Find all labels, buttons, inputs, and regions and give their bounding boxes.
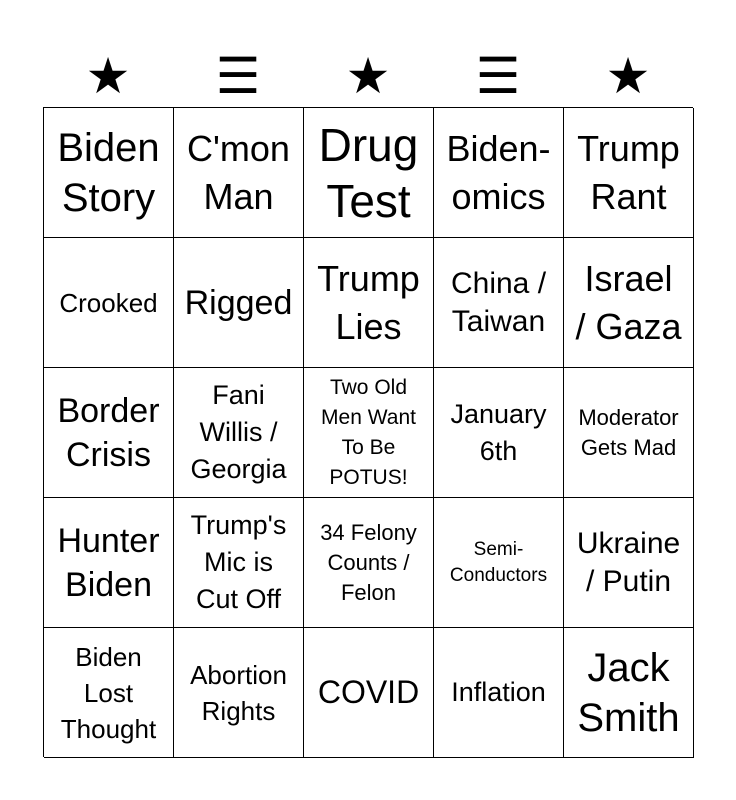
bingo-cell[interactable] <box>304 498 434 628</box>
bingo-cell[interactable] <box>434 498 564 628</box>
cell-label: Trump Lies <box>317 257 420 347</box>
bingo-cell[interactable] <box>304 238 434 368</box>
bingo-cell[interactable] <box>434 368 564 498</box>
cell-label: C'mon Man <box>187 127 290 217</box>
bingo-cell[interactable] <box>174 368 304 498</box>
bingo-cell[interactable] <box>174 108 304 238</box>
cell-label: Drug Test <box>318 118 419 227</box>
cell-label: Biden- omics <box>446 127 551 217</box>
cell-label: Trump's Mic is Cut Off <box>190 510 287 614</box>
cell-label: January 6th <box>450 398 547 466</box>
bingo-cell[interactable] <box>564 368 694 498</box>
bingo-cell[interactable] <box>304 108 434 238</box>
bingo-cell[interactable] <box>304 368 434 498</box>
cell-label: China / Taiwan <box>450 266 547 338</box>
bingo-cell[interactable] <box>564 108 694 238</box>
star-icon: ★ <box>345 48 391 104</box>
bingo-cell[interactable] <box>434 108 564 238</box>
bingo-cell[interactable] <box>44 108 174 238</box>
bingo-cell[interactable] <box>434 628 564 758</box>
cell-label: Ukraine / Putin <box>576 526 681 598</box>
cell-label: Biden Lost Thought <box>60 641 157 744</box>
cell-label: Israel / Gaza <box>575 257 682 347</box>
cell-label: Rigged <box>184 283 293 322</box>
star-icon: ★ <box>85 48 131 104</box>
menu-lines-icon: ☰ <box>215 48 261 104</box>
bingo-cell[interactable] <box>174 238 304 368</box>
bingo-cell[interactable] <box>564 498 694 628</box>
cell-label: Jack Smith <box>577 645 680 740</box>
cell-label: Moderator Gets Mad <box>578 404 679 460</box>
bingo-cell[interactable] <box>304 628 434 758</box>
bingo-cell[interactable] <box>44 628 174 758</box>
star-icon: ★ <box>605 48 651 104</box>
cell-label: COVID <box>317 674 420 710</box>
cell-label: Fani Willis / Georgia <box>190 380 287 484</box>
bingo-board <box>43 107 693 757</box>
menu-lines-icon: ☰ <box>475 48 521 104</box>
cell-label: Hunter Biden <box>57 521 160 604</box>
cell-label: Border Crisis <box>57 391 160 474</box>
cell-label: Trump Rant <box>577 127 680 217</box>
cell-label: Semi- Conductors <box>449 538 548 586</box>
bingo-cell[interactable] <box>44 238 174 368</box>
bingo-cell[interactable] <box>174 498 304 628</box>
bingo-header <box>43 46 693 106</box>
bingo-cell[interactable] <box>44 368 174 498</box>
bingo-cell[interactable] <box>434 238 564 368</box>
cell-label: Two Old Men Want To Be POTUS! <box>321 375 416 489</box>
bingo-cell[interactable] <box>174 628 304 758</box>
cell-label: Crooked <box>59 287 158 318</box>
cell-label: Biden Story <box>57 125 160 220</box>
cell-label: Abortion Rights <box>190 659 287 726</box>
bingo-cell[interactable] <box>44 498 174 628</box>
bingo-cell[interactable] <box>564 238 694 368</box>
bingo-cell[interactable] <box>564 628 694 758</box>
cell-label: 34 Felony Counts / Felon <box>320 519 417 605</box>
cell-label: Inflation <box>451 677 546 707</box>
